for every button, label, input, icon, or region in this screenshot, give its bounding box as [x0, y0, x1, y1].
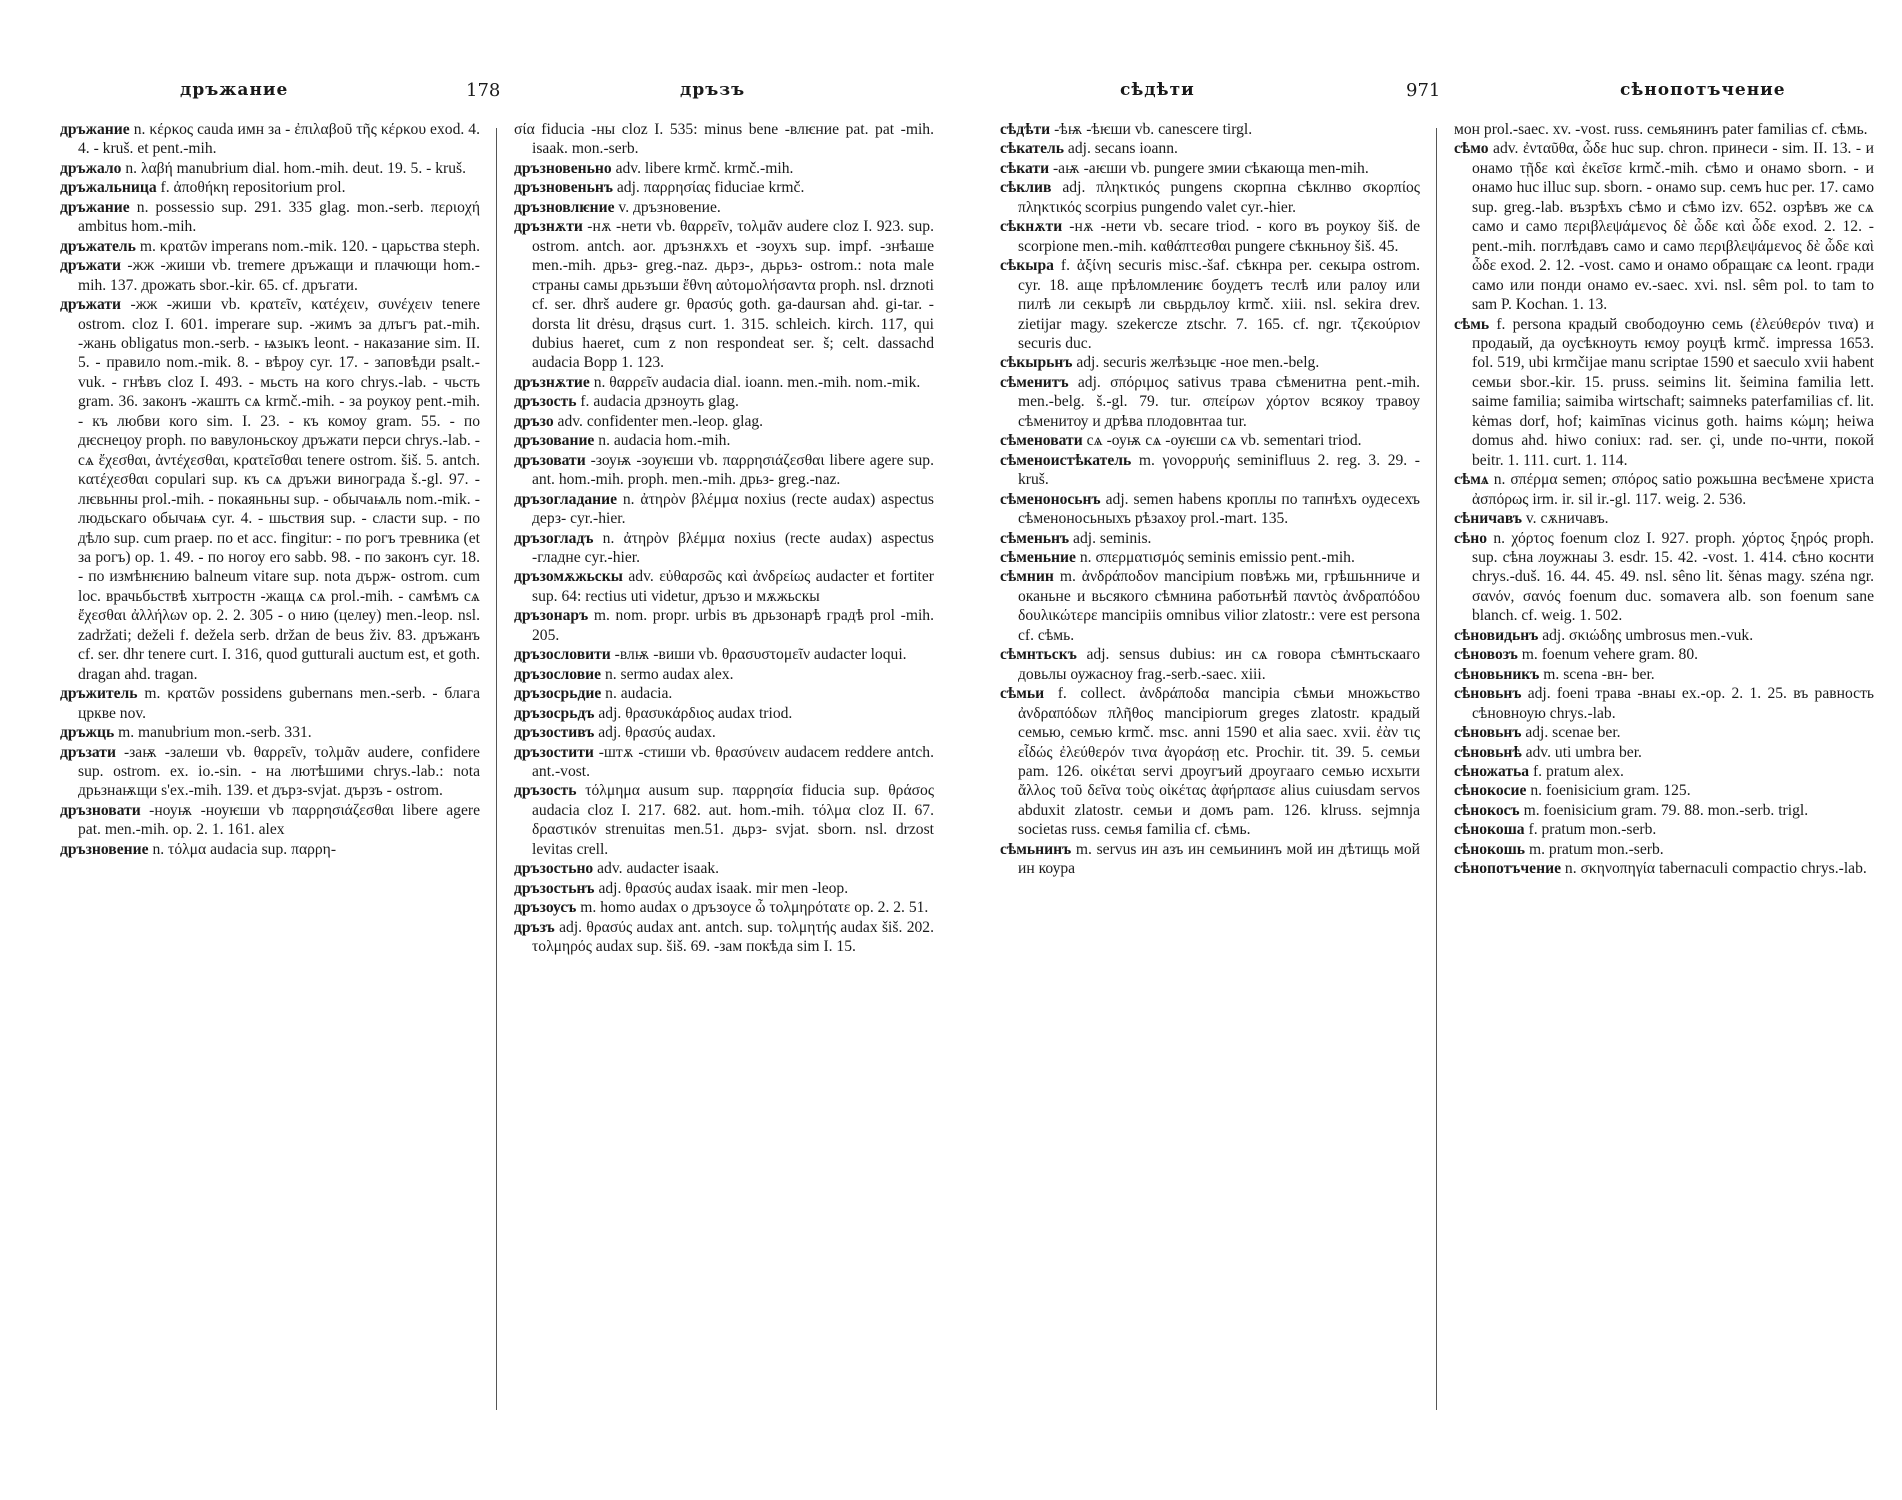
entry-headword: дръзомѫжьскы: [514, 568, 623, 586]
dictionary-entry: [514, 451, 934, 490]
column-left: [60, 120, 480, 1410]
entry-headword: дръзостьнъ: [514, 879, 595, 897]
dictionary-entry: [1454, 120, 1874, 139]
entry-headword: сѣнопотъчение: [1454, 860, 1561, 878]
dictionary-entry: [60, 743, 480, 801]
dictionary-entry: [514, 567, 934, 606]
dictionary-entry: [514, 684, 934, 703]
dictionary-entry: [1000, 159, 1420, 178]
dictionary-entry: [1454, 665, 1874, 684]
dictionary-entry: [514, 918, 934, 957]
entry-definition: m. nom. propr. urbis въ дрьзонарѣ градѣ prol -mih. 205.: [532, 607, 934, 644]
entry-headword: сѣкатель: [1000, 140, 1064, 158]
entry-definition: -ноуѭ -ноуѥши vb παρρησιάζεσθαι libere agere pat. men.-mih. op. 2. 1. 161. alex: [78, 801, 480, 839]
dictionary-entry: [514, 723, 934, 742]
entry-definition: n. audacia hom.-mih.: [598, 432, 731, 450]
entry-headword: сѣменовати: [1000, 432, 1083, 450]
dictionary-entry: [1000, 840, 1420, 879]
entry-definition: adj. θρασύς audax ant. antch. sup. τολμητής audax šiš. 202. τολμηρός audax sup. šiš. 69. -зам покѣда sim I. 15.: [532, 918, 934, 956]
dictionary-entry: [1454, 315, 1874, 471]
entry-definition: f. ἀποθήκη repositorium prol.: [160, 179, 346, 197]
page-header: [60, 80, 940, 110]
entry-definition: m. pratum mon.-serb.: [1528, 840, 1664, 858]
entry-headword: дръжць: [60, 724, 115, 742]
entry-headword: дръжати: [60, 296, 121, 314]
dictionary-entry: [1000, 373, 1420, 431]
entry-headword: сѣнокоша: [1454, 821, 1525, 839]
entry-headword: сѣкнѫти: [1000, 218, 1063, 236]
entry-headword: дръзость: [514, 782, 577, 800]
entry-headword: дръзостити: [514, 743, 594, 761]
entry-definition: n. σπέρμα semen; σπόρος satio рожьшна весѣмене христа ἀσπόρως irm. ir. sil ir.-gl. 117. weig. 2. 536.: [1472, 471, 1874, 508]
dictionary-entry: [514, 743, 934, 782]
entry-definition: n. ἀτηρὸν βλέμμα noxius (recte audax) aspectus дерз- cyr.-hier.: [532, 490, 934, 528]
dictionary-entry: [60, 178, 480, 197]
dictionary-entry: [60, 237, 480, 256]
page-header: [1000, 80, 1880, 110]
entry-headword: дръжитель: [60, 685, 138, 703]
entry-headword: дръжальница: [60, 179, 157, 197]
dictionary-entry: [1000, 431, 1420, 450]
entry-definition: adv. confidenter men.-leop. glag.: [557, 412, 764, 430]
dictionary-entry: [1000, 451, 1420, 490]
entry-headword: сѣничавъ: [1454, 510, 1522, 528]
dictionary-entry: [1000, 548, 1420, 567]
entry-headword: дръзость: [514, 393, 577, 411]
entry-definition: n. ἀτηρὸν βλέμμα noxius (recte audax) aspectus -гладне cyr.-hier.: [532, 529, 934, 566]
entry-headword: сѣдѣти: [1000, 121, 1051, 138]
entry-headword: сѣкырьнъ: [1000, 354, 1073, 372]
entry-headword: дръжание: [60, 198, 130, 216]
entry-definition: adj. θρασύς audax.: [598, 724, 716, 742]
dictionary-entry: [1454, 762, 1874, 781]
dictionary-entry: [60, 801, 480, 840]
entry-headword: сѣно: [1454, 529, 1488, 547]
entry-definition: σία fiducia -ны cloz I. 535: minus bene -влѥние pat. pat -mih. isaak. mon.-serb.: [514, 121, 934, 158]
dictionary-entry: [1000, 567, 1420, 645]
entry-definition: сѧ -оуѭ сѧ -оуѥши сѧ vb. sementari triod.: [1086, 432, 1362, 450]
entry-headword: дръжало: [60, 159, 122, 177]
entry-headword: сѣмьнинъ: [1000, 840, 1072, 858]
dictionary-entry: [514, 665, 934, 684]
page-number: 178: [466, 80, 501, 101]
dictionary-entry: [514, 217, 934, 373]
entry-definition: adj. secans ioann.: [1067, 140, 1178, 158]
dictionary-entry: [1000, 490, 1420, 529]
entry-headword: сѣменьние: [1000, 548, 1076, 566]
entry-definition: m. κρατῶν possidens gubernans men.-serb. - блага цркве nov.: [78, 685, 480, 722]
entry-headword: дръзнѫти: [514, 218, 583, 236]
entry-headword: дръжатель: [60, 237, 136, 255]
entry-definition: -нѫ -нети vb. θαρρεῖν, τολμᾶν audere cloz I. 923. sup. ostrom. antch. aor. дръзнѫхъ et -зоухъ sup. impf. -знѣаше men.-mih. дрьз- greg.-naz. дьрз-, дьрьз- ostrom.: nota male страны самы дрьзъши ἔθνη αὐτομολήσαντα proph. nsl. drznoti cf. ser. dhrš audere gr. θρασύς goth. ga-daursan ahd. gi-tar. -dorsta lit drėsu, drąsus curt. 1. 315. schleich. kirch. 117, qui dubius haeret, cum z non respondeat ser. š; celt. dassachd audacia Bopp 1. 123.: [532, 218, 934, 372]
two-column-body: [1000, 120, 1880, 1410]
dictionary-entry: [1000, 139, 1420, 158]
dictionary-entry: [1000, 529, 1420, 548]
entry-definition: τόλμημα ausum sup. παρρησία fiducia sup. θράσος audacia cloz I. 217. 682. aut. hom.-mih. τόλμα cloz II. 67. δραστικόν strenuitas men.51. дьрз- svjat. sborn. nsl. drzost levitas crell.: [532, 782, 934, 858]
running-head-right: сѣнопотъчение: [1620, 80, 1786, 100]
entry-headword: дръзовати: [514, 451, 586, 469]
entry-headword: сѣновидьнъ: [1454, 626, 1539, 644]
entry-headword: дръзосрьдие: [514, 685, 602, 703]
entry-definition: m. foenum vehere gram. 80.: [1521, 646, 1699, 664]
dictionary-entry: [514, 120, 934, 159]
running-head-left: сѣдѣти: [1120, 80, 1195, 100]
entry-definition: n. audacia.: [605, 685, 673, 703]
entry-definition: -аѭ -аѥши vb. pungere змии сѣкающа men-mih.: [1052, 159, 1369, 177]
entry-headword: сѣновьнъ: [1454, 685, 1522, 703]
dictionary-entry: [1454, 743, 1874, 762]
entry-headword: дръзословие: [514, 665, 602, 683]
entry-definition: -влѭ -виши vb. θρασυστομεῖν audacter loqui.: [614, 646, 907, 664]
entry-headword: сѣменьнъ: [1000, 529, 1070, 547]
entry-headword: дръзование: [514, 432, 595, 450]
dictionary-entry: [1454, 626, 1874, 645]
entry-definition: n. λαβή manubrium dial. hom.-mih. deut. 19. 5. - kruš.: [125, 159, 466, 177]
dictionary-entry: [1454, 859, 1874, 878]
entry-definition: -штѫ -стиши vb. θρασύνειν audacem reddere antch. ant.-vost.: [532, 743, 934, 780]
entry-headword: дръзостьно: [514, 860, 594, 878]
entry-headword: дръзати: [60, 743, 116, 761]
entry-definition: -жж -жиши vb. κρατεῖν, κατέχειν, συνέχειν tenere ostrom. cloz I. 601. imperare sup. -жимъ за длъгъ pat.-mih. -жань obligatus mon.-serb. - ѩзыкъ leont. - наказание sim. II. 5. - правило nom.-mik. 8. - вѣроу cyr. 17. - заповѣди psalt.-vuk. - гнѣвъ cloz I. 493. - мьсть на кого chrys.-lab. - чьсть gram. 36. законъ -жашть сѧ krmč.-mih. - за роукоу pent.-mih. - къ любви кого sim. I. 23. - къ комоу gram. 55. - по дѥснецоу proph. по вавулоньскоу дръжати перси chrys.-lab. - сѧ ἔχεσθαι, ἀντέχεσθαι, κρατεῖσθαι tenere ostrom. šiš. 5. antch. κατέχεσθαι copulari sup. къ сѧ дръжи винограда š.-gl. 97. - лѥвьнны prol.-mih. - покаяньны sup. - обычаѩль nom.-mik. - людьскаго обычаѩ cyr. 4. - шьствия sup. - сласти sup. - по дѣло sup. cum praep. по et acc. fingitur: - по рогъ тревника (et за рогъ) op. 1. 49. - по ногоу его sabb. 98. - по законъ cyr. 18. - по измѣнѥнию balneum vitare sup. nota държ- ostrom. cum loc. врачьбьствѣ хытростн -жащѧ сѧ prol.-mih. - самѣмъ сѧ ἔχεσθαι ἀλλήλων op. 2. 2. 305 - о нию (целеу) men.-leop. nsl. zadržati; deželi f. dežela serb. držan de beus živ. 83. дръжанъ cf. ser. dhr tenere curt. I. 316, quod gutturali auctum est, et goth. dragan ahd. tragan.: [78, 296, 480, 683]
entry-headword: сѣмѧ: [1454, 471, 1489, 489]
entry-definition: -зоуѭ -зоуѥши vb. παρρησιάζεσθαι libere agere sup. ant. hom.-mih. proph. men.-mih. дрьз- greg.-naz.: [532, 451, 934, 489]
entry-headword: дръзновлѥние: [514, 198, 615, 216]
entry-headword: сѣменитъ: [1000, 373, 1069, 391]
column-right: [1454, 120, 1874, 1410]
dictionary-entry: [60, 684, 480, 723]
running-head-left: дръжание: [180, 80, 289, 100]
entry-definition: f. pratum mon.-serb.: [1528, 821, 1657, 839]
entry-definition: adv. ἐνταῦθα, ὧδε huc sup. chron. принеси - sim. II. 13. - и онамо τῇδε καὶ ἐκεῖσε krmč.-mih. сѣмо и онамо sborn. - и онамо huc illuc sup. sborn. - онамо sup. семъ huc per. 17. само sup. greg.-lab. възрѣхъ сѣмо и сѣмо izv. 652. озрѣвъ же сѧ само и само περιβλεψάμενος δὲ ὧδε καὶ ὧδε exod. 2. 12. -pent.-mih. поглѣдавъ само и само περιβλεψάμενος δὲ ὧδε καὶ ὧδε exod. 2. 12. -vost. само и онамо обращаѥ сѧ leont. гради само или понди онамо ev.-saec. xvi. nsl. sêm pol. to tam to sam P. Kochan. 1. 13.: [1472, 140, 1874, 314]
entry-definition: f. collect. ἀνδράποδα mancipia сѣмьи множьство ἀνδραπόδων πλῆθος mancipiorum greges zlatostr. крадый семью, семью krmč. msc. anni 1590 et alia saec. xvii. ἐὰν τις εἶδώς ἐλεύθερόν τινα ἀγοράσῃ etc. Prochir. tit. 39. 5. семьи pam. 126. οἰκέται servi дроугъий дроугааго семью исхыти ἄλλος τοῦ δεῖνα τοὺς οἰκέτας ἀφήρπασε alius cuiusdam servos abduxit zlatostr. семьи и домъ pam. 126. klruss. sejmnja societas russ. семья familia cf. сѣмь.: [1018, 685, 1420, 839]
dictionary-entry: [1000, 353, 1420, 372]
entry-headword: дръзнѫтие: [514, 373, 590, 391]
dictionary-entry: [1454, 723, 1874, 742]
dictionary-entry: [1000, 256, 1420, 353]
entry-headword: дръзо: [514, 412, 554, 430]
entry-headword: сѣновьнѣ: [1454, 743, 1522, 761]
dictionary-entry: [514, 392, 934, 411]
entry-definition: adv. uti umbra ber.: [1525, 743, 1642, 761]
dictionary-entry: [514, 178, 934, 197]
entry-definition: -жж -жиши vb. tremere дръжащи и плачющи hom.-mih. 137. дрожать sbor.-kir. 65. cf. дръгати.: [78, 257, 480, 294]
dictionary-entry: [514, 373, 934, 392]
entry-definition: adj. seminis.: [1073, 529, 1152, 547]
dictionary-entry: [1454, 801, 1874, 820]
entry-definition: adj. παρρησίας fiduciae krmč.: [616, 179, 805, 197]
entry-definition: n. χόρτος foenum cloz I. 927. proph. χόρτος ξηρός proph. sup. сѣна лоужнаы 3. esdr. 15. 42. -vost. 1. 414. сѣно коснти chrys.-duš. 16. 44. 45. 49. nsl. sêno lit. šėnas magy. széna ngr. σανόν, σανός foenum duc. somavera alb. son foenum sane blanch. cf. weig. 1. 502.: [1472, 529, 1874, 625]
entry-definition: adj. securis желѣзьцѥ -ное men.-belg.: [1076, 354, 1320, 372]
dictionary-entry: [60, 840, 480, 859]
entry-definition: n. θαρρεῖν audacia dial. ioann. men.-mih. nom.-mik.: [593, 373, 921, 391]
entry-headword: сѣновозъ: [1454, 646, 1518, 664]
entry-headword: сѣмнтьскъ: [1000, 646, 1077, 664]
entry-headword: сѣмь: [1454, 315, 1490, 333]
entry-headword: дръзостивъ: [514, 724, 595, 742]
entry-definition: -заѭ -залеши vb. θαρρεῖν, τολμᾶν audere, confidere sup. ostrom. ex. io.-sin. - на лютѣшими chrys.-lab.: nota дрьзнаѭщи s'ex.-mih. 139. et дърз-svjat. дързъ - ostrom.: [78, 743, 480, 800]
entry-headword: сѣнокошь: [1454, 840, 1526, 858]
dictionary-entry: [1454, 781, 1874, 800]
dictionary-entry: [1454, 645, 1874, 664]
entry-definition: n. sermo audax alex.: [604, 665, 734, 683]
entry-headword: сѣмьи: [1000, 685, 1045, 703]
dictionary-entry: [514, 529, 934, 568]
entry-headword: дръжание: [60, 121, 130, 138]
entry-headword: сѣменоистѣкатель: [1000, 451, 1132, 469]
dictionary-entry: [60, 159, 480, 178]
entry-headword: дръзогладъ: [514, 529, 594, 547]
dictionary-entry: [514, 645, 934, 664]
entry-headword: дръзновати: [60, 801, 141, 819]
entry-headword: дръзновеньно: [514, 159, 612, 177]
entry-definition: f. pratum alex.: [1532, 762, 1624, 780]
dictionary-entry: [1454, 840, 1874, 859]
dictionary-entry: [514, 704, 934, 723]
dictionary-entry: [514, 879, 934, 898]
entry-headword: дръзословити: [514, 646, 611, 664]
entry-definition: m. γονορρυής seminifluus 2. reg. 3. 29. -kruš.: [1018, 451, 1420, 489]
entry-definition: v. сѫничавъ.: [1525, 510, 1609, 528]
entry-definition: adj. σκιώδης umbrosus men.-vuk.: [1542, 626, 1754, 644]
dictionary-entry: [514, 198, 934, 217]
dictionary-entry: [514, 898, 934, 917]
entry-definition: мон prol.-saec. xv. -vost. russ. семьянинъ pater familias cf. сѣмь.: [1454, 121, 1868, 138]
dictionary-entry: [514, 159, 934, 178]
entry-headword: дръзосрьдъ: [514, 704, 595, 722]
entry-headword: сѣмо: [1454, 140, 1489, 158]
entry-definition: n. possessio sup. 291. 335 glag. mon.-serb. περιοχή ambitus hom.-mih.: [78, 198, 480, 236]
entry-definition: n. κέρκος cauda имн за - ἐπιλαβοῦ τῆς κέρκου exod. 4. 4. - kruš. et pent.-mih.: [78, 121, 480, 158]
entry-definition: m. homo audax о дръзоусе ὦ τολμηρότατε op. 2. 2. 51.: [580, 899, 929, 917]
entry-definition: m. servus ин азъ ин семьининъ мой ин дѣтищь мой ин коура: [1018, 840, 1420, 878]
entry-headword: сѣновьникъ: [1454, 665, 1540, 683]
entry-definition: adj. σπόριμος sativus трава сѣменитна pent.-mih. men.-belg. š.-gl. 79. tur. σπείρων χόρτον всякоу травоу сѣменитоу и дрѣва плодовнтаа tur.: [1018, 373, 1420, 430]
entry-definition: adj. πληκτικός pungens скорпна сѣклнво σκορπίος πληκτικός scorpius pungendo valet cyr.-hier.: [1018, 179, 1420, 216]
entry-headword: сѣнокосие: [1454, 782, 1527, 800]
dictionary-entry: [60, 120, 480, 159]
entry-definition: m. ἀνδράποδον mancipium повѣжь ми, грѣшьнниче и оканьне и вьсякого сѣмнина работьнѣй παντὸς ἀνδραπόδου δουλικώτερε mancipiis omnibus vilior zlatostr.: vere est persona cf. сѣмь.: [1018, 568, 1420, 644]
dictionary-entry: [60, 295, 480, 684]
entry-headword: дръзоусъ: [514, 899, 577, 917]
entry-headword: сѣменоносьнъ: [1000, 490, 1101, 508]
entry-definition: n. σπερματισμός seminis emissio pent.-mih.: [1079, 548, 1355, 566]
dictionary-entry: [514, 412, 934, 431]
entry-headword: дръзновение: [60, 840, 149, 858]
column-rule: [1436, 128, 1437, 1410]
dictionary-entry: [60, 723, 480, 742]
dictionary-entry: [1454, 509, 1874, 528]
entry-definition: f. audacia дрзноуть glag.: [580, 393, 739, 411]
dictionary-entry: [514, 781, 934, 859]
dictionary-entry: [1000, 217, 1420, 256]
dictionary-entry: [1454, 684, 1874, 723]
running-head-right: дръзъ: [680, 80, 746, 100]
dictionary-entry: [514, 490, 934, 529]
entry-headword: дръжати: [60, 257, 121, 275]
entry-headword: дръзъ: [514, 918, 555, 936]
entry-headword: дръзонаръ: [514, 607, 589, 625]
dictionary-page-178: [60, 80, 940, 1410]
entry-definition: n. σκηνοπηγία tabernaculi compactio chrys.-lab.: [1564, 860, 1867, 878]
column-right: [514, 120, 934, 1410]
dictionary-entry: [514, 431, 934, 450]
entry-headword: дръзновеньнъ: [514, 179, 613, 197]
dictionary-entry: [1454, 529, 1874, 626]
entry-definition: f. ἀξίνη securis misc.-šaf. сѣкнра per. секыра ostrom. cyr. 18. аще прѣломлениѥ боудетъ теслѣ или ралоу или пилѣ ли секырѣ ли свьрдьлоу krmč. xiii. nsl. sekira drev. zietijar magy. szekercze ztschr. 7. 165. cf. ngr. τζεκούριον securis duc.: [1018, 257, 1420, 352]
entry-definition: adv. libere krmč. krmč.-mih.: [615, 159, 794, 177]
dictionary-entry: [1000, 120, 1420, 139]
dictionary-entry: [1000, 684, 1420, 840]
entry-headword: сѣножатьа: [1454, 762, 1530, 780]
two-column-body: [60, 120, 940, 1410]
entry-definition: m. foenisicium gram. 79. 88. mon.-serb. trigl.: [1523, 801, 1809, 819]
entry-definition: adv. εὐθαρσῶς καὶ ἀνδρείως audacter et fortiter sup. 64: rectius uti videtur, дръзо и мѫжьскы: [532, 568, 934, 605]
entry-definition: -ѣѭ -ѣѥши vb. canescere tirgl.: [1054, 121, 1253, 138]
dictionary-page-971: [1000, 80, 1880, 1410]
entry-headword: сѣкати: [1000, 159, 1050, 177]
entry-definition: adj. semen habens кроплы по тапнѣхъ оудесехъ сѣменоносьныхъ рѣзахоу prol.-mart. 135.: [1018, 490, 1420, 528]
page-number: 971: [1406, 80, 1441, 101]
entry-headword: сѣклив: [1000, 179, 1052, 197]
entry-headword: сѣкыра: [1000, 257, 1054, 275]
entry-headword: сѣмнин: [1000, 568, 1054, 586]
dictionary-entry: [1000, 645, 1420, 684]
dictionary-entry: [514, 859, 934, 878]
column-left: [1000, 120, 1420, 1410]
entry-definition: m. scena -вн- ber.: [1543, 665, 1655, 683]
entry-definition: f. persona крадый свободоуню семь (ἐλεύθερόν τινα) и продаый, да оусѣкноуть ѥмоу роуцѣ krmč. impressa 1653. fol. 519, ubi krmčijae manu scriptae 1590 et saeculo xvii habent семьи sbor.-kir. 15. pruss. seimins lit. šeimina familia lett. saime familia; saimiba wirtschaft; saimneks paterfamilias cf. lit. kėmas dorf, hof; kaimīnas vicinus goth. haims κώμη; heiwa domus ahd. hiwo coniux: rad. ser. çi, unde по-чнти, покой beitr. 1. 111. curt. 1. 114.: [1472, 315, 1874, 469]
entry-definition: m. κρατῶν imperans nom.-mik. 120. - царьства steph.: [139, 237, 480, 255]
dictionary-entry: [1454, 820, 1874, 839]
entry-definition: n. foenisicium gram. 125.: [1530, 782, 1691, 800]
entry-definition: adj. sensus dubius: ин сѧ говора сѣмнтьскааго довьлы оужасноу frag.-serb.-saec. xiii.: [1018, 646, 1420, 683]
entry-definition: adj. foeni трава -внаы ex.-op. 2. 1. 25. въ равность сѣновноую chrys.-lab.: [1472, 685, 1874, 722]
entry-definition: adj. θρασύς audax isaak. mir men -leop.: [598, 879, 849, 897]
entry-definition: adj. θρασυκάρδιος audax triod.: [598, 704, 793, 722]
entry-definition: adv. audacter isaak.: [597, 860, 720, 878]
column-rule: [496, 128, 497, 1410]
dictionary-entry: [1454, 470, 1874, 509]
dictionary-entry: [514, 606, 934, 645]
entry-headword: сѣнокосъ: [1454, 801, 1520, 819]
entry-definition: adj. scenae ber.: [1525, 724, 1621, 742]
entry-definition: v. дръзновение.: [618, 198, 721, 216]
entry-definition: -нѫ -нети vb. secare triod. - кого въ роукоу šiš. de scorpione men.-mih. καθάπτεσθαι pungere сѣкньноу šiš. 45.: [1018, 218, 1420, 255]
entry-definition: m. manubrium mon.-serb. 331.: [118, 724, 312, 742]
entry-headword: сѣновьнъ: [1454, 724, 1522, 742]
dictionary-entry: [1000, 178, 1420, 217]
dictionary-entry: [60, 256, 480, 295]
dictionary-entry: [1454, 139, 1874, 314]
entry-headword: дръзогладание: [514, 490, 618, 508]
entry-definition: n. τόλμα audacia sup. παρρη-: [152, 840, 337, 858]
dictionary-entry: [60, 198, 480, 237]
